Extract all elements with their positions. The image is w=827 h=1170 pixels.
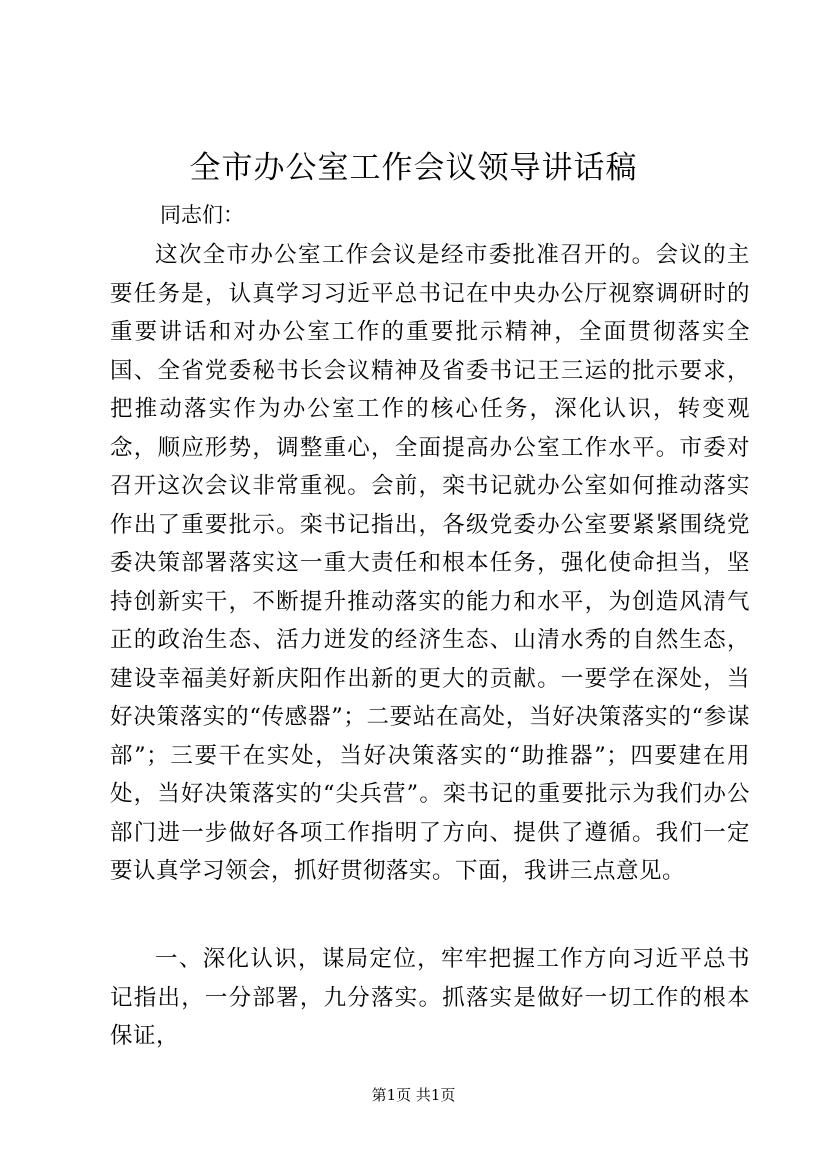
document-title: 全市办公室工作会议领导讲话稿	[189, 150, 638, 186]
salutation: 同志们：	[160, 203, 244, 227]
body-paragraph: 一、深化认识，谋局定位，牢牢把握工作方向习近平总书记指出，一分部署，九分落实。抓落实是做好一切工作的根本保证，	[110, 946, 750, 1049]
page-number-footer: 第1页 共1页	[371, 1086, 456, 1104]
body-paragraph: 这次全市办公室工作会议是经市委批准召开的。会议的主要任务是，认真学习习近平总书记在中央办公厅视察调研时的重要讲话和对办公室工作的重要批示精神，全面贯彻落实全国、全省党委秘书长会议精神及省委书记王三运的批示要求，把推动落实作为办公室工作的核心任务，深化认识，转变观念，顺应形势，调整重心，全面提高办公室工作水平。市委对召开这次会议非常重视。会前，栾书记就办公室如何推动落实作出了重要批示。栾书记指出，各级党委办公室要紧紧围绕党委决策部署落实这一重大责任和根本任务，强化使命担当，坚持创新实干，不断提升推动落实的能力和水平，为创造风清气正的政治生态、活力迸发的经济生态、山清水秀的自然生态，建设幸福美好新庆阳作出新的更大的贡献。一要学在深处，当好决策落实的“传感器”；二要站在高处，当好决策落实的“参谋部”；三要干在实处，当好决策落实的“助推器”；四要建在用处，当好决策落实的“尖兵营”。栾书记的重要批示为我们办公部门进一步做好各项工作指明了方向、提供了遵循。我们一定要认真学习领会，抓好贯彻落实。下面，我讲三点意见。	[110, 242, 750, 884]
